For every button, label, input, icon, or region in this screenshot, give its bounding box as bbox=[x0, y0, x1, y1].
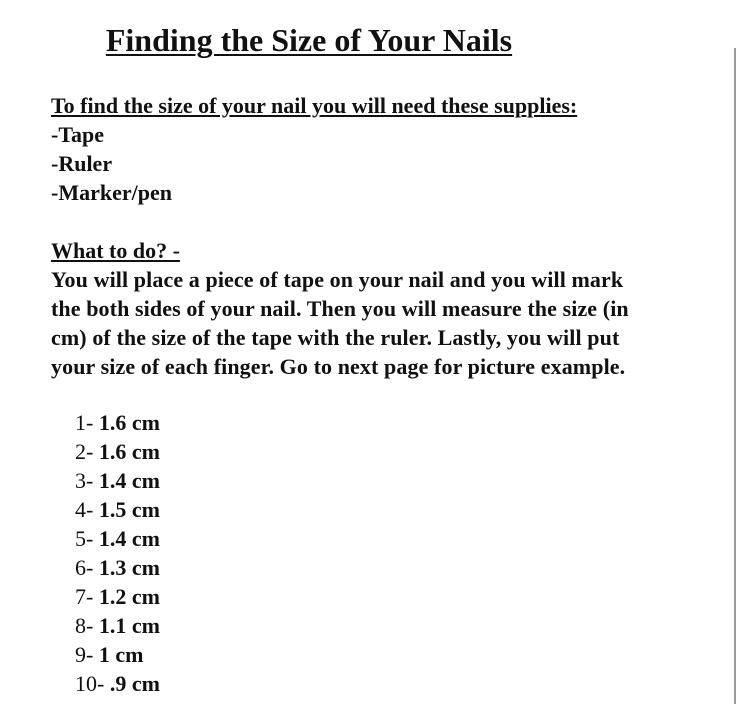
nail-size-value: 1.3 cm bbox=[98, 555, 160, 580]
finger-number: 3- bbox=[75, 468, 94, 493]
nail-size-value: .9 cm bbox=[109, 671, 160, 696]
nail-size-value: 1 cm bbox=[98, 642, 144, 667]
nail-size-item bbox=[75, 408, 160, 437]
instructions-section bbox=[51, 236, 701, 381]
finger-number: 9- bbox=[75, 642, 94, 667]
nail-size-item bbox=[75, 611, 160, 640]
nail-size-value: 1.6 cm bbox=[98, 439, 160, 464]
finger-number: 1- bbox=[75, 410, 94, 435]
instructions-line: You will place a piece of tape on your nail and you will mark bbox=[51, 267, 624, 292]
nail-size-value: 1.5 cm bbox=[98, 497, 160, 522]
nail-size-item bbox=[75, 437, 160, 466]
supply-item: -Marker/pen bbox=[51, 180, 172, 205]
finger-number: 6- bbox=[75, 555, 94, 580]
supplies-section bbox=[51, 91, 701, 207]
nail-size-item bbox=[75, 582, 160, 611]
nail-size-item bbox=[75, 553, 160, 582]
nail-size-item bbox=[75, 640, 160, 669]
nail-size-item bbox=[75, 524, 160, 553]
finger-number: 5- bbox=[75, 526, 94, 551]
instructions-line: your size of each finger. Go to next page for picture example. bbox=[51, 354, 626, 379]
supplies-heading: To find the size of your nail you will need these supplies: bbox=[51, 93, 578, 118]
finger-number: 4- bbox=[75, 497, 94, 522]
nail-size-value: 1.1 cm bbox=[98, 613, 160, 638]
nail-size-value: 1.2 cm bbox=[98, 584, 160, 609]
supply-item: -Tape bbox=[51, 122, 104, 147]
finger-number: 7- bbox=[75, 584, 94, 609]
nail-size-value: 1.6 cm bbox=[98, 410, 160, 435]
finger-number: 2- bbox=[75, 439, 94, 464]
instructions-line: the both sides of your nail. Then you will measure the size (in bbox=[51, 296, 629, 321]
nail-size-item bbox=[75, 466, 160, 495]
page-edge-divider bbox=[734, 48, 736, 704]
nail-size-value: 1.4 cm bbox=[98, 468, 160, 493]
nail-size-value: 1.4 cm bbox=[98, 526, 160, 551]
nail-size-item bbox=[75, 495, 160, 524]
finger-number: 8- bbox=[75, 613, 94, 638]
supply-item: -Ruler bbox=[51, 151, 113, 176]
nail-size-list bbox=[75, 408, 160, 698]
nail-size-item bbox=[75, 669, 160, 698]
instructions-heading: What to do? - bbox=[51, 238, 180, 263]
finger-number: 10- bbox=[75, 671, 105, 696]
page-title: Finding the Size of Your Nails bbox=[105, 22, 513, 58]
instructions-line: cm) of the size of the tape with the ruler. Lastly, you will put bbox=[51, 325, 620, 350]
